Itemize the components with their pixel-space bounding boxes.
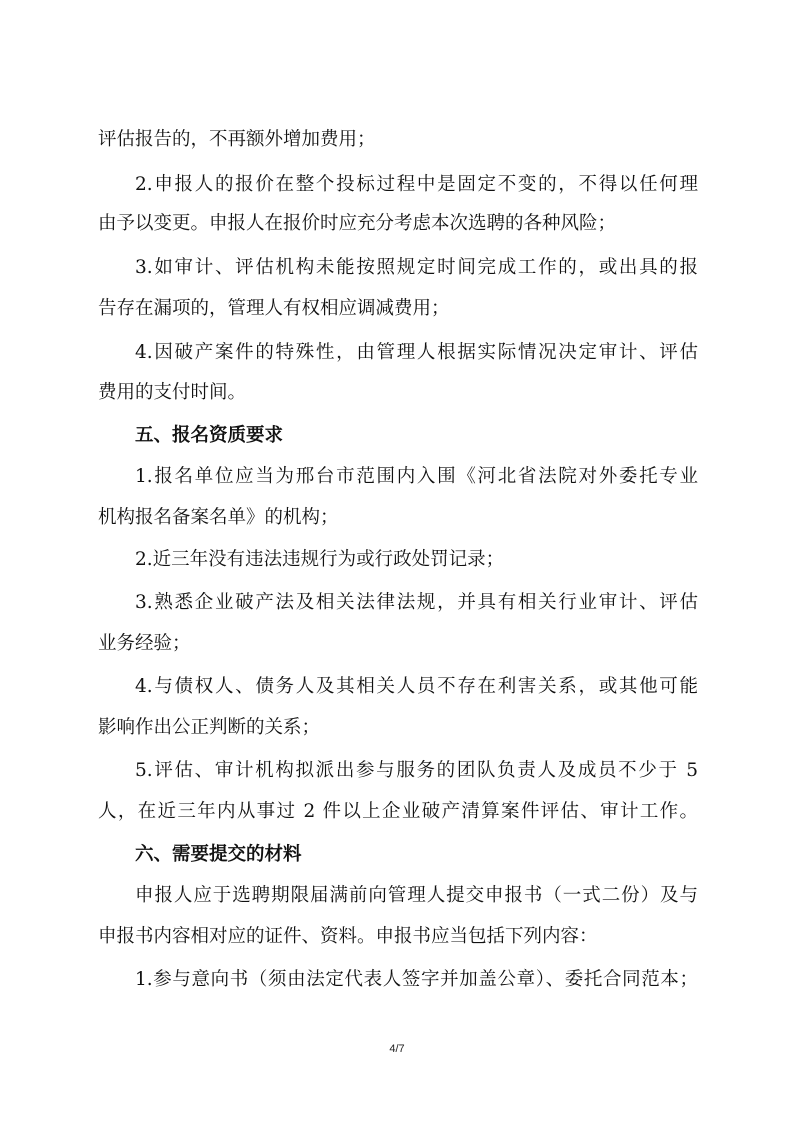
- paragraph-line: 告存在漏项的，管理人有权相应调减费用；: [98, 298, 450, 319]
- section-heading: 六、需要提交的材料: [135, 844, 302, 865]
- paragraph-line: 5.评估、审计机构拟派出参与服务的团队负责人及成员不少于 5: [135, 760, 698, 781]
- paragraph-line: 由予以变更。申报人在报价时应充分考虑本次选聘的各种风险；: [98, 213, 617, 234]
- paragraph-line: 3.熟悉企业破产法及相关法律法规，并具有相关行业审计、评估: [135, 592, 698, 613]
- paragraph-line: 1.参与意向书（须由法定代表人签字并加盖公章）、委托合同范本；: [135, 969, 698, 990]
- paragraph-line: 人，在近三年内从事过 2 件以上企业破产清算案件评估、审计工作。: [98, 801, 698, 822]
- paragraph-line: 1.报名单位应当为邢台市范围内入围《河北省法院对外委托专业: [135, 466, 698, 487]
- paragraph-line: 申报书内容相对应的证件、资料。申报书应当包括下列内容：: [98, 926, 598, 947]
- paragraph-line: 评估报告的，不再额外增加费用；: [98, 129, 376, 150]
- paragraph-line: 影响作出公正判断的关系；: [98, 717, 321, 738]
- section-heading: 五、报名资质要求: [135, 425, 284, 446]
- paragraph-line: 费用的支付时间。: [98, 382, 247, 403]
- paragraph-line: 2.近三年没有违法违规行为或行政处罚记录；: [135, 549, 505, 570]
- paragraph-line: 业务经验；: [98, 633, 191, 654]
- paragraph-line: 机构报名备案名单》的机构；: [98, 507, 339, 528]
- paragraph-line: 2.申报人的报价在整个投标过程中是固定不变的，不得以任何理: [135, 174, 698, 195]
- paragraph-line: 3.如审计、评估机构未能按照规定时间完成工作的，或出具的报: [135, 257, 698, 278]
- paragraph-line: 4.因破产案件的特殊性，由管理人根据实际情况决定审计、评估: [135, 342, 698, 363]
- paragraph-line: 申报人应于选聘期限届满前向管理人提交申报书（一式二份）及与: [135, 885, 698, 906]
- paragraph-line: 4.与债权人、债务人及其相关人员不存在利害关系，或其他可能: [135, 676, 698, 697]
- page-number: 4/7: [389, 1043, 405, 1055]
